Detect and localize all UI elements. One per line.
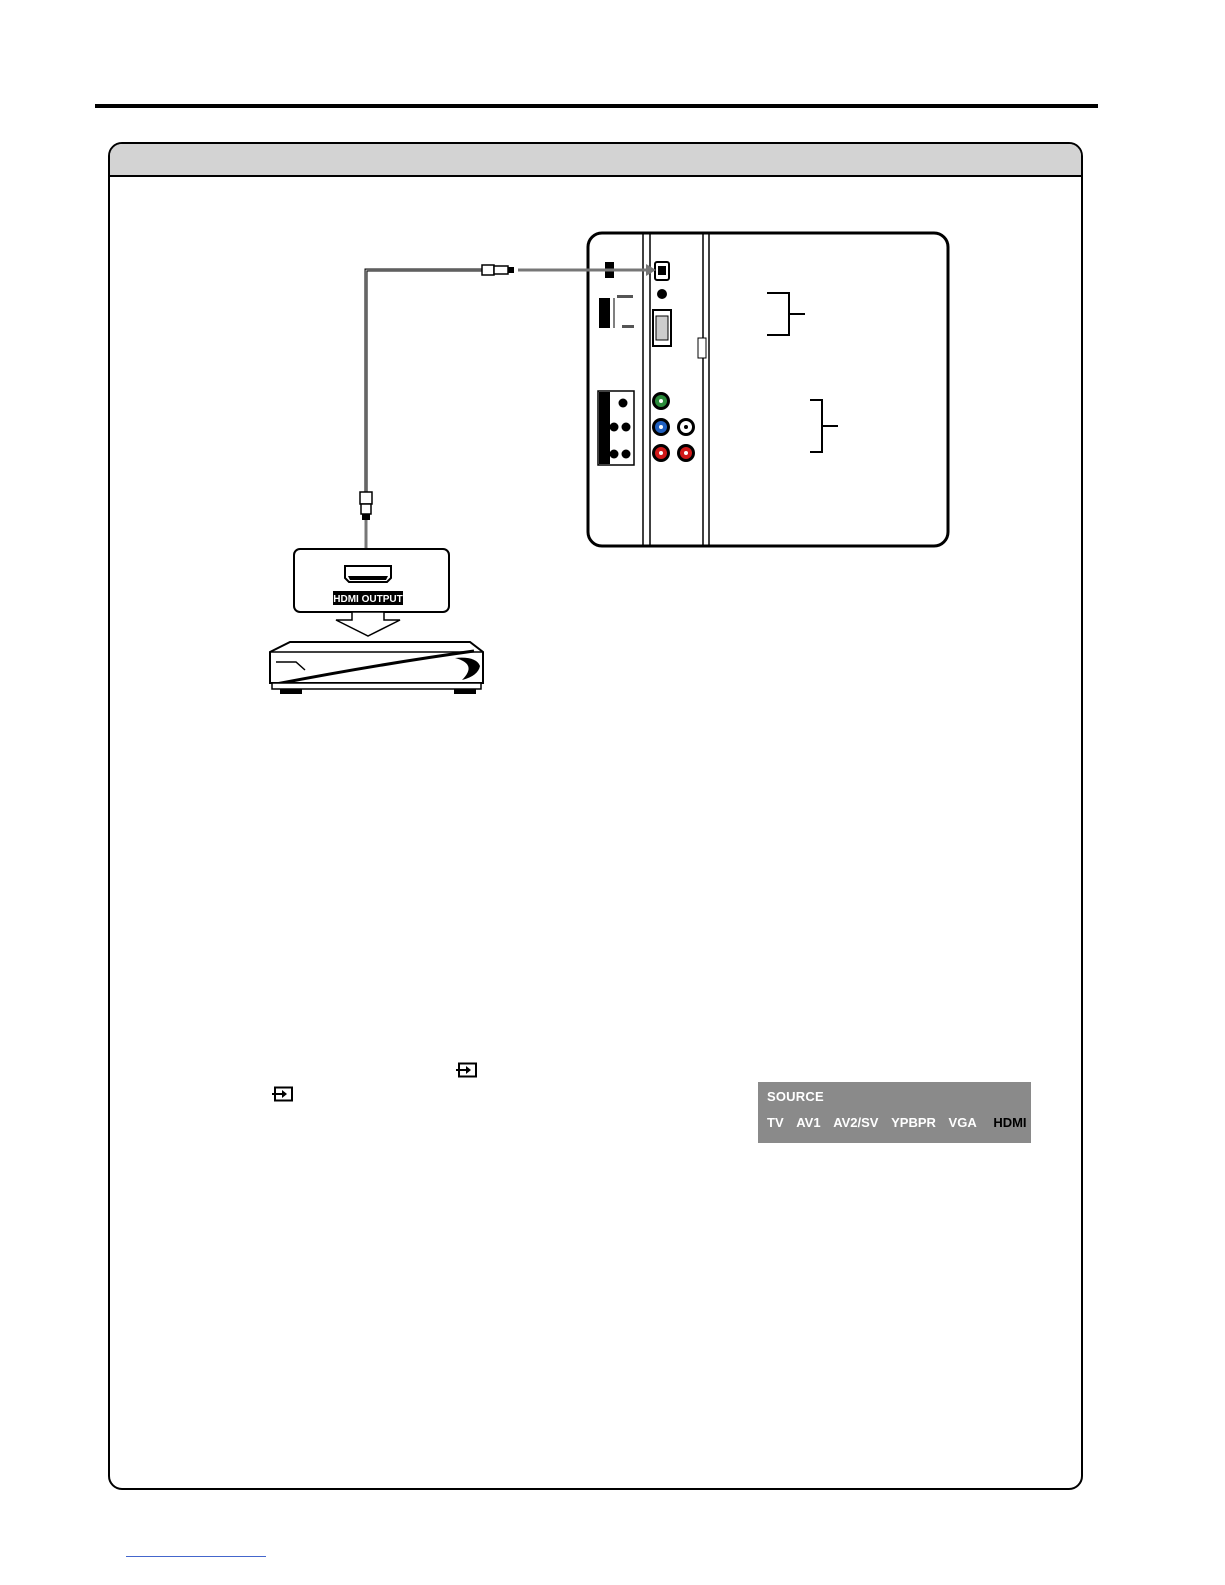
source-option-av1[interactable]: AV1 [796,1115,821,1130]
source-option-tv[interactable]: TV [767,1115,784,1130]
hdmi-cable [360,265,514,520]
source-option-av2-sv[interactable]: AV2/SV [833,1115,879,1130]
device-output-callout [294,549,449,612]
footer-link-underline [126,1556,266,1557]
input-source-icon [272,1086,294,1102]
source-menu-title: SOURCE [767,1089,824,1104]
tv-rear-panel [588,233,948,546]
tv-hdmi-port [655,262,669,280]
tv-component-label-block [598,391,634,465]
tv-vga-port [653,310,671,346]
source-options-row [767,1115,1036,1130]
source-menu [758,1082,1031,1143]
source-device-box [270,642,483,694]
device-down-arrow [336,612,400,636]
hdmi-output-label: HDMI OUTPUT [333,594,403,605]
input-source-icon [456,1062,478,1078]
source-option-hdmi[interactable]: HDMI [993,1115,1027,1130]
tv-audio-jack [657,289,667,299]
source-option-ypbpr[interactable]: YPBPR [891,1115,936,1130]
source-option-vga[interactable]: VGA [948,1115,977,1130]
